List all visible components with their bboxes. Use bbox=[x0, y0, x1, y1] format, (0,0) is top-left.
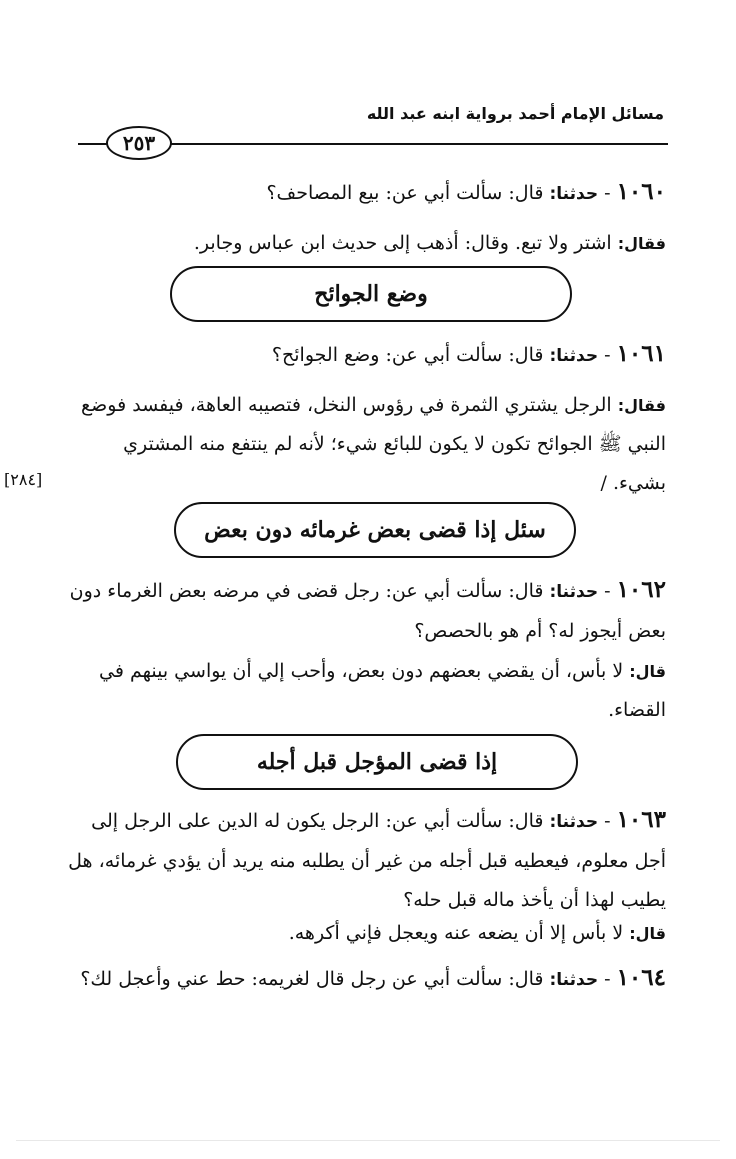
answer-text: اشتر ولا تبع. وقال: أذهب إلى حديث ابن عباس وجابر. bbox=[193, 232, 612, 254]
entry-1063-question: ١٠٦٣ - حدثنا: قال: سألت أبي عن: الرجل يكون له الدين على الرجل إلى أجل معلوم، فيعطيه قبل أجله من غير أن يطلبه منه يريد أن يؤدي غرمائه، هل يطيب لهذا أن يأخذ ماله قبل حله؟ bbox=[68, 806, 666, 911]
question-text: قال: سألت أبي عن رجل قال لغريمه: حط عني وأعجل لك؟ bbox=[80, 968, 544, 990]
question-text: قال: سألت أبي عن: رجل قضى في مرضه بعض الغرماء دون بعض أيجوز له؟ أم هو بالحصص؟ bbox=[69, 580, 666, 642]
hadith-lead: حدثنا: bbox=[549, 346, 599, 366]
entry-1061-question: ١٠٦١ - حدثنا: قال: سألت أبي عن: وضع الجوائح؟ bbox=[271, 340, 666, 367]
answer-label: فقال: bbox=[617, 396, 666, 415]
entry-number: ١٠٦٤ bbox=[616, 964, 666, 991]
entry-number: ١٠٦١ bbox=[616, 340, 666, 367]
chapter-heading: وضع الجوائح bbox=[170, 266, 572, 322]
entry-1062-answer bbox=[66, 652, 666, 730]
entry-number: ١٠٦٢ bbox=[616, 576, 666, 603]
hadith-lead: حدثنا: bbox=[549, 582, 599, 602]
entry-1063-answer bbox=[66, 914, 666, 953]
entry-1061-answer bbox=[66, 386, 666, 503]
chapter-heading: إذا قضى المؤجل قبل أجله bbox=[176, 734, 578, 790]
page-number: ٢٥٣ bbox=[106, 126, 172, 160]
question-text: قال: سألت أبي عن: وضع الجوائح؟ bbox=[271, 344, 544, 366]
question-text: قال: سألت أبي عن: بيع المصاحف؟ bbox=[266, 182, 544, 204]
answer-text: لا بأس، أن يقضي بعضهم دون بعض، وأحب إلي أن يواسي بينهم في القضاء. bbox=[99, 660, 666, 721]
answer-label: قال: bbox=[629, 924, 666, 943]
hadith-lead: حدثنا: bbox=[549, 184, 599, 204]
question-text: قال: سألت أبي عن: الرجل يكون له الدين على الرجل إلى أجل معلوم، فيعطيه قبل أجله من غير أن يطلبه منه يريد أن يؤدي غرمائه، هل يطيب لهذا أن يأخذ ماله قبل حله؟ bbox=[68, 810, 666, 911]
entry-1064-question: ١٠٦٤ - حدثنا: قال: سألت أبي عن رجل قال لغريمه: حط عني وأعجل لك؟ bbox=[80, 964, 666, 991]
margin-page-reference: [٢٨٤] bbox=[4, 470, 43, 489]
entry-number: ١٠٦٣ bbox=[616, 806, 666, 833]
running-header-title: مسائل الإمام أحمد برواية ابنه عبد الله bbox=[366, 104, 664, 123]
hadith-lead: حدثنا: bbox=[549, 812, 599, 832]
answer-label: فقال: bbox=[617, 234, 666, 253]
answer-text: لا بأس إلا أن يضعه عنه ويعجل فإني أكرهه. bbox=[288, 922, 624, 944]
hadith-lead: حدثنا: bbox=[549, 970, 599, 990]
entry-number: ١٠٦٠ bbox=[616, 178, 666, 205]
page-edge-line bbox=[16, 1140, 720, 1141]
entry-1060-answer bbox=[66, 224, 666, 263]
entry-1060-question: ١٠٦٠ - حدثنا: قال: سألت أبي عن: بيع المصاحف؟ bbox=[266, 178, 666, 205]
answer-label: قال: bbox=[629, 662, 666, 681]
answer-text: الرجل يشتري الثمرة في رؤوس النخل، فتصيبه العاهة، فيفسد فوضع النبي ﷺ الجوائح تكون لا يكون للبائع شيء؛ لأنه لم ينتفع منه المشتري بشيء. / bbox=[81, 394, 666, 494]
entry-1062-question: ١٠٦٢ - حدثنا: قال: سألت أبي عن: رجل قضى في مرضه بعض الغرماء دون بعض أيجوز له؟ أم هو بالحصص؟ bbox=[69, 576, 666, 642]
chapter-heading: سئل إذا قضى بعض غرمائه دون بعض bbox=[174, 502, 576, 558]
